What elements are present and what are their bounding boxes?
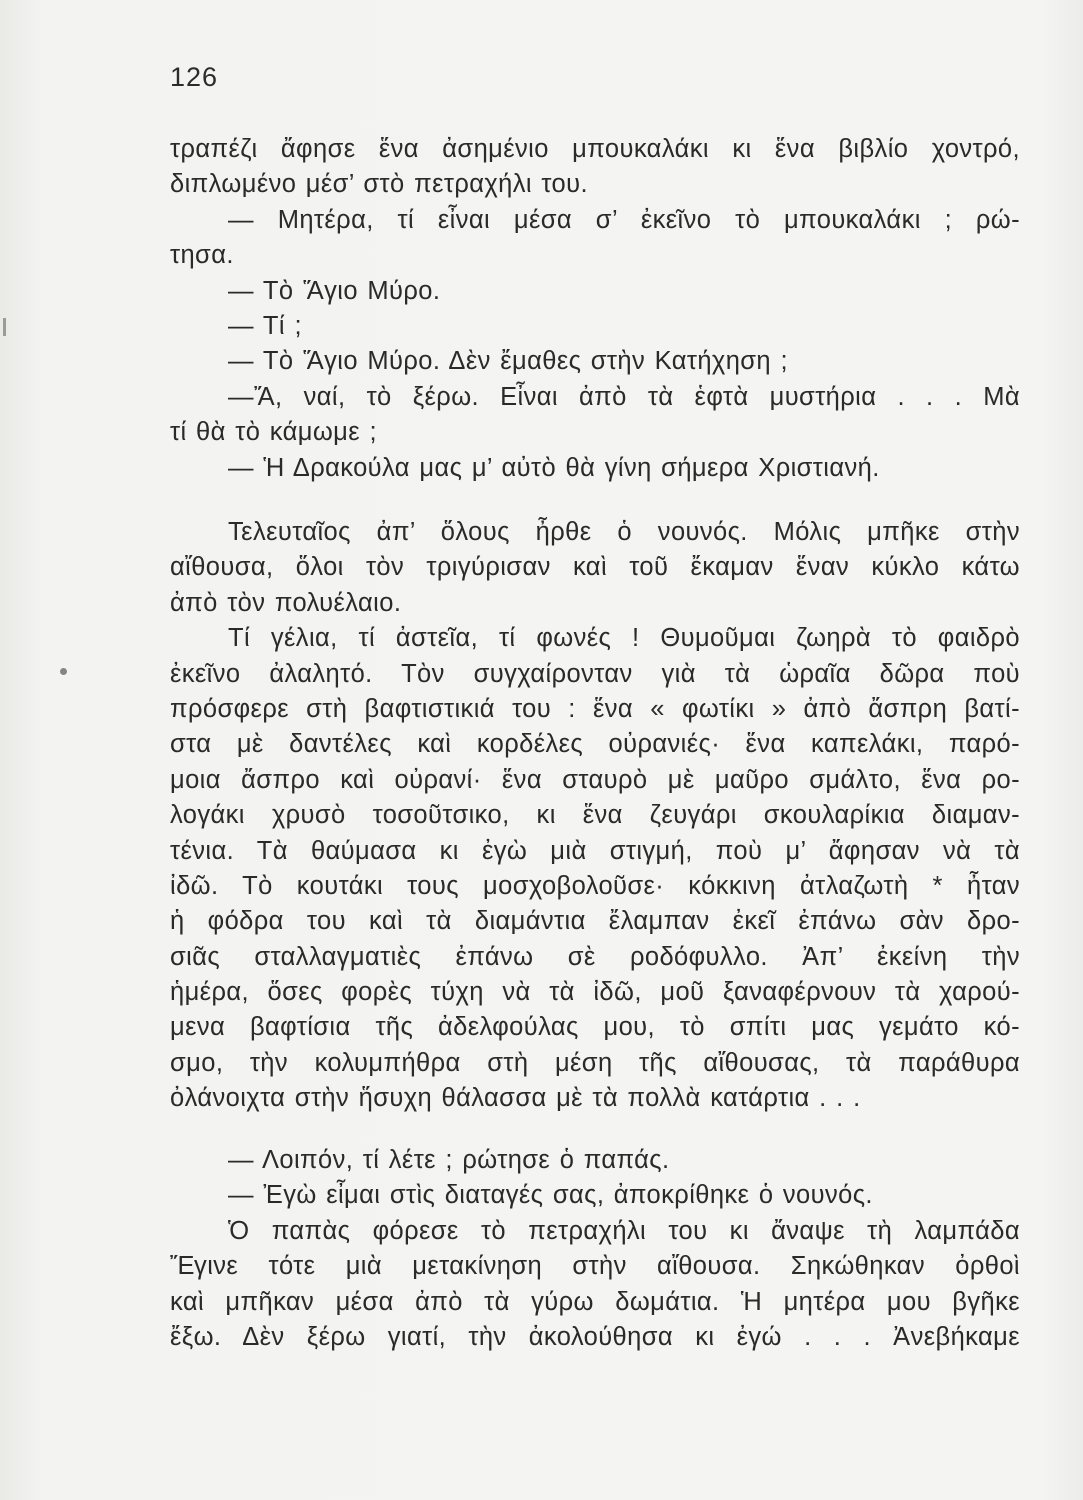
text-line: —Ἄ, ναί, τὸ ξέρω. Εἶναι ἀπὸ τὰ ἑφτὰ μυστήρια . . . Μὰ <box>228 382 1020 411</box>
page-number: 126 <box>170 62 219 92</box>
text-line: στα μὲ δαντέλες καὶ κορδέλες οὐρανιές· ἕνα καπελάκι, παρό- <box>170 730 1020 759</box>
text-line: τί θὰ τὸ κάμωμε ; <box>170 418 377 447</box>
text-line: Ὁ παπὰς φόρεσε τὸ πετραχήλι του κι ἄναψε τὴ λαμπάδα <box>228 1216 1020 1245</box>
text-line: μοια ἄσπρο καὶ οὐρανί· ἕνα σταυρὸ μὲ μαῦρο σμάλτο, ἕνα ρο- <box>170 765 1020 794</box>
text-line: μενα βαφτίσια τῆς ἀδελφούλας μου, τὸ σπίτι μας γεμάτο κό- <box>170 1013 1020 1042</box>
text-line: λογάκι χρυσὸ τοσοῦτσικο, κι ἕνα ζευγάρι σκουλαρίκια διαμαν- <box>170 801 1020 830</box>
text-line: σμο, τὴν κολυμπήθρα στὴ μέση τῆς αἴθουσας, τὰ παράθυρα <box>170 1048 1020 1077</box>
text-line: — Λοιπόν, τί λέτε ; ρώτησε ὁ παπάς. <box>228 1146 670 1174</box>
text-line: πρόσφερε στὴ βαφτιστικιά του : ἕνα « φωτίκι » ἀπὸ ἄσπρη βατί- <box>170 694 1020 723</box>
text-line: — Τὸ Ἅγιο Μύρο. <box>228 276 441 305</box>
text-line: ἡμέρα, ὅσες φορὲς τύχη νὰ τὰ ἰδῶ, μοῦ ξαναφέρνουν τὰ χαρού- <box>170 978 1020 1007</box>
text-line: ἀπὸ τὸν πολυέλαιο. <box>170 588 402 617</box>
text-line: αἴθουσα, ὅλοι τὸν τριγύρισαν καὶ τοῦ ἔκαμαν ἕναν κύκλο κάτω <box>170 553 1020 582</box>
text-line: — Τὸ Ἅγιο Μύρο. Δὲν ἔμαθες στὴν Κατήχηση ; <box>228 347 788 376</box>
text-line: ἰδῶ. Τὸ κουτάκι τους μοσχοβολοῦσε· κόκκινη ἀτλαζωτὴ * ἦταν <box>170 871 1020 900</box>
text-line: ἐκεῖνο ἀλαλητό. Τὸν συγχαίρονταν γιὰ τὰ ὡραῖα δῶρα ποὺ <box>170 659 1020 688</box>
text-line: σιᾶς σταλλαγματιὲς ἐπάνω σὲ ροδόφυλλο. Ἀπ’ ἐκείνη τὴν <box>170 942 1020 971</box>
text-block-ceremony <box>170 1143 1020 1355</box>
text-line: — Τί ; <box>228 311 302 340</box>
text-line: Τελευταῖος ἀπ’ ὅλους ἦρθε ὁ νουνός. Μόλις μπῆκε στὴν <box>228 518 1020 546</box>
text-line: τησα. <box>170 241 234 270</box>
text-line: τραπέζι ἄφησε ἕνα ἀσημένιο μπουκαλάκι κι ἕνα βιβλίο χοντρό, <box>170 135 1020 163</box>
text-block-narrative <box>170 515 1020 1117</box>
text-line: — Ἐγὼ εἶμαι στὶς διαταγές σας, ἀποκρίθηκε ὁ νουνός. <box>228 1181 873 1210</box>
text-line: — Μητέρα, τί εἶναι μέσα σ’ ἐκεῖνο τὸ μπουκαλάκι ; ρώ- <box>228 205 1020 234</box>
margin-mark <box>3 318 6 336</box>
text-line: ὀλάνοιχτα στὴν ἥσυχη θάλασσα μὲ τὰ πολλὰ κατάρτια . . . <box>170 1084 861 1113</box>
text-line: — Ἡ Δρακούλα μας μ’ αὐτὸ θὰ γίνη σήμερα Χριστιανή. <box>228 453 880 482</box>
text-line: ἡ φόδρα του καὶ τὰ διαμάντια ἔλαμπαν ἐκεῖ ἐπάνω σὰν δρο- <box>170 907 1020 936</box>
margin-spot <box>60 668 67 675</box>
text-line: Ἔγινε τότε μιὰ μετακίνηση στὴν αἴθουσα. Σηκώθηκαν ὀρθοὶ <box>170 1252 1020 1281</box>
text-line: τένια. Τὰ θαύμασα κι ἐγὼ μιὰ στιγμή, ποὺ μ’ ἄφησαν νὰ τὰ <box>170 836 1020 865</box>
text-line: ἔξω. Δὲν ξέρω γιατί, τὴν ἀκολούθησα κι ἐγώ . . . Ἀνεβήκαμε <box>170 1322 1020 1351</box>
text-line: Τί γέλια, τί ἀστεῖα, τί φωνές ! Θυμοῦμαι ζωηρὰ τὸ φαιδρὸ <box>228 624 1020 653</box>
text-line: καὶ μπῆκαν μέσα ἀπὸ τὰ γύρω δωμάτια. Ἡ μητέρα μου βγῆκε <box>170 1287 1020 1316</box>
text-block-dialogue <box>170 132 1020 486</box>
text-line: διπλωμένο μέσ’ στὸ πετραχήλι του. <box>170 170 588 199</box>
